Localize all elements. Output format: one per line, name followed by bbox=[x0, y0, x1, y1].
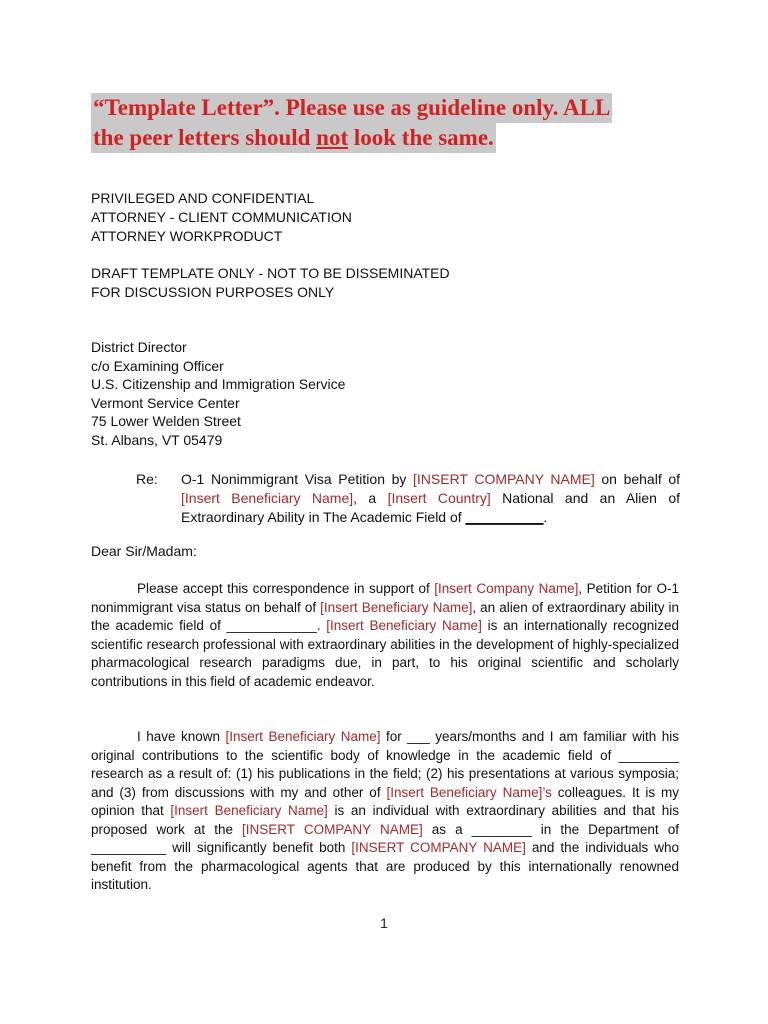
re-text: on behalf of bbox=[594, 471, 681, 487]
template-warning-banner bbox=[91, 93, 612, 153]
p2-text: for ___ years/months and I am familiar with his original contributions to the scientific body of knowledge in the academic field of ________ research as a result of: (1) his publications in the field; (2) his presentations at various symposia; and (3) from discussions with my and other of bbox=[91, 729, 679, 800]
salutation: Dear Sir/Madam: bbox=[91, 543, 197, 559]
p2-text: colleagues. It is my opinion that bbox=[91, 784, 679, 818]
draft-line: FOR DISCUSSION PURPOSES ONLY bbox=[91, 284, 335, 300]
re-label: Re: bbox=[136, 471, 158, 487]
p1-text: , an alien of extraordinary ability in the academic field of ____________. bbox=[91, 599, 679, 633]
field-blank: __________ bbox=[465, 509, 544, 525]
address-line: Vermont Service Center bbox=[91, 394, 240, 411]
header-line: ATTORNEY - CLIENT COMMUNICATION bbox=[91, 209, 352, 225]
banner-line-2 bbox=[91, 123, 496, 153]
banner-line-2-end: look the same. bbox=[348, 125, 494, 150]
p2-text: as a ________ in the Department of __________ will significantly benefit both bbox=[91, 821, 679, 855]
address-line: c/o Examining Officer bbox=[91, 357, 224, 374]
p1-text: , Petition for O-1 nonimmigrant visa status on behalf of bbox=[91, 581, 679, 615]
beneficiary-placeholder: [Insert Beneficiary Name] bbox=[170, 803, 328, 818]
address-line: St. Albans, VT 05479 bbox=[91, 431, 223, 448]
draft-notice bbox=[91, 264, 450, 302]
address-line: 75 Lower Welden Street bbox=[91, 413, 241, 429]
page-number: 1 bbox=[380, 915, 388, 931]
paragraph-1 bbox=[91, 580, 679, 691]
banner-line-2-start: the peer letters should bbox=[93, 125, 317, 150]
company-placeholder: [INSERT COMPANY NAME] bbox=[351, 840, 526, 855]
paragraph-2 bbox=[91, 728, 679, 895]
header-line: ATTORNEY WORKPRODUCT bbox=[91, 228, 283, 244]
company-placeholder: [Insert Company Name] bbox=[434, 581, 579, 596]
p2-text: I have known bbox=[137, 729, 226, 744]
subject-line bbox=[136, 470, 680, 527]
beneficiary-placeholder: [Insert Beneficiary Name] bbox=[225, 729, 381, 744]
beneficiary-placeholder: [Insert Beneficiary Name]’s bbox=[386, 784, 552, 800]
banner-underlined-word: not bbox=[316, 125, 349, 150]
re-text: . bbox=[543, 509, 548, 525]
address-line: District Director bbox=[91, 339, 187, 355]
address-line: U.S. Citizenship and Immigration Service bbox=[91, 376, 346, 392]
recipient-address bbox=[91, 338, 345, 449]
beneficiary-placeholder: [Insert Beneficiary Name] bbox=[181, 490, 354, 506]
subject-text bbox=[181, 470, 680, 527]
re-text: , a bbox=[353, 490, 388, 506]
beneficiary-placeholder: [Insert Beneficiary Name] bbox=[326, 618, 482, 633]
banner-line-1: “Template Letter”. Please use as guideline only. ALL bbox=[91, 93, 612, 123]
p1-text: Please accept this correspondence in support of bbox=[137, 581, 435, 596]
confidentiality-header bbox=[91, 189, 352, 246]
p2-text: is an individual with extraordinary abilities and that his proposed work at the bbox=[91, 803, 679, 837]
draft-line: DRAFT TEMPLATE ONLY - NOT TO BE DISSEMINATED bbox=[91, 265, 450, 281]
company-placeholder: [INSERT COMPANY NAME] bbox=[413, 471, 595, 487]
company-placeholder: [INSERT COMPANY NAME] bbox=[242, 821, 423, 837]
p2-text: and the individuals who benefit from the pharmacological agents that are produced by this internationally renowned institution. bbox=[91, 840, 679, 892]
re-text: National and an Alien of Extraordinary Ability in The Academic Field of bbox=[181, 490, 681, 525]
beneficiary-placeholder: [Insert Beneficiary Name] bbox=[320, 599, 473, 615]
re-text: O-1 Nonimmigrant Visa Petition by bbox=[181, 471, 413, 487]
p1-text: is an internationally recognized scientific research professional with extraordinary abilities in the development of highly-specialized pharmacological research paradigms due, in part, to his original scientific and scholarly contributions in this field of academic endeavor. bbox=[91, 618, 679, 689]
country-placeholder: [Insert Country] bbox=[387, 490, 491, 506]
header-line: PRIVILEGED AND CONFIDENTIAL bbox=[91, 190, 315, 206]
